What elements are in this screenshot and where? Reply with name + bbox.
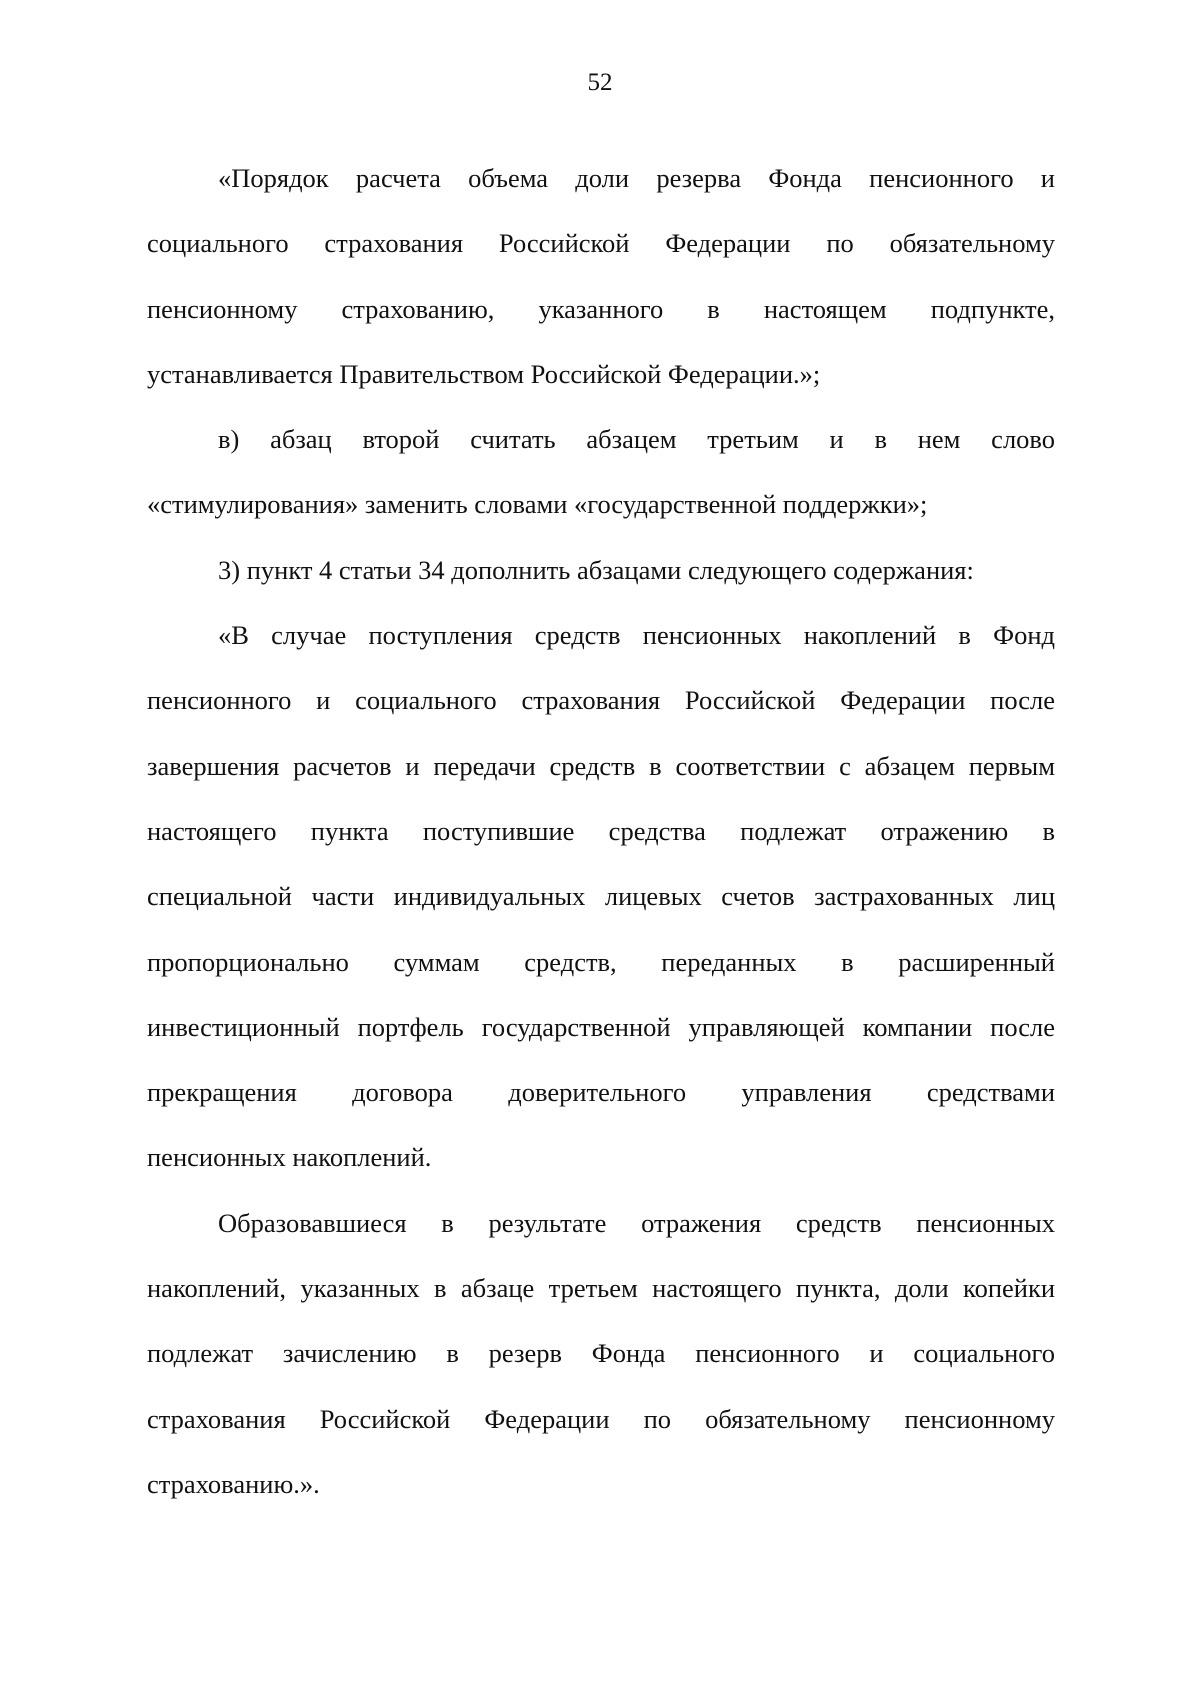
text-line: устанавливается Правительством Российской Федерации.»;: [147, 358, 821, 389]
text-line: «В случае поступления средств пенсионных накоплений в Фонд: [218, 620, 1055, 651]
text-line: пенсионных накоплений.: [147, 1142, 432, 1173]
text-line: социального страхования Российской Федерации по обязательному: [147, 228, 1055, 259]
text-line: пенсионному страхованию, указанного в настоящем подпункте,: [147, 293, 1055, 324]
text-line: подлежат зачислению в резерв Фонда пенсионного и социального: [147, 1338, 1055, 1369]
text-line: пропорционально суммам средств, переданных в расширенный: [147, 946, 1055, 977]
text-line: специальной части индивидуальных лицевых счетов застрахованных лиц: [147, 881, 1055, 912]
text-line: в) абзац второй считать абзацем третьим и в нем слово: [218, 424, 1055, 455]
text-line: инвестиционный портфель государственной управляющей компании после: [147, 1011, 1055, 1042]
text-line: «Порядок расчета объема доли резерва Фонда пенсионного и: [218, 163, 1055, 193]
text-line: завершения расчетов и передачи средств в соответствии с абзацем первым: [147, 750, 1055, 781]
text-line: пенсионного и социального страхования Российской Федерации после: [147, 685, 1055, 716]
text-line: «стимулирования» заменить словами «государственной поддержки»;: [147, 489, 928, 520]
text-line: Образовавшиеся в результате отражения средств пенсионных: [218, 1207, 1055, 1238]
text-line: настоящего пункта поступившие средства подлежат отражению в: [147, 815, 1055, 846]
text-line: накоплений, указанных в абзаце третьем настоящего пункта, доли копейки: [147, 1273, 1055, 1304]
text-line: страхованию.».: [147, 1468, 320, 1499]
text-line: страхования Российской Федерации по обязательному пенсионному: [147, 1403, 1055, 1434]
text-line: 3) пункт 4 статьи 34 дополнить абзацами следующего содержания:: [218, 554, 974, 585]
page-number: 52: [587, 69, 613, 96]
document-body: [147, 146, 1055, 1517]
text-line: прекращения договора доверительного управления средствами: [147, 1077, 1055, 1108]
